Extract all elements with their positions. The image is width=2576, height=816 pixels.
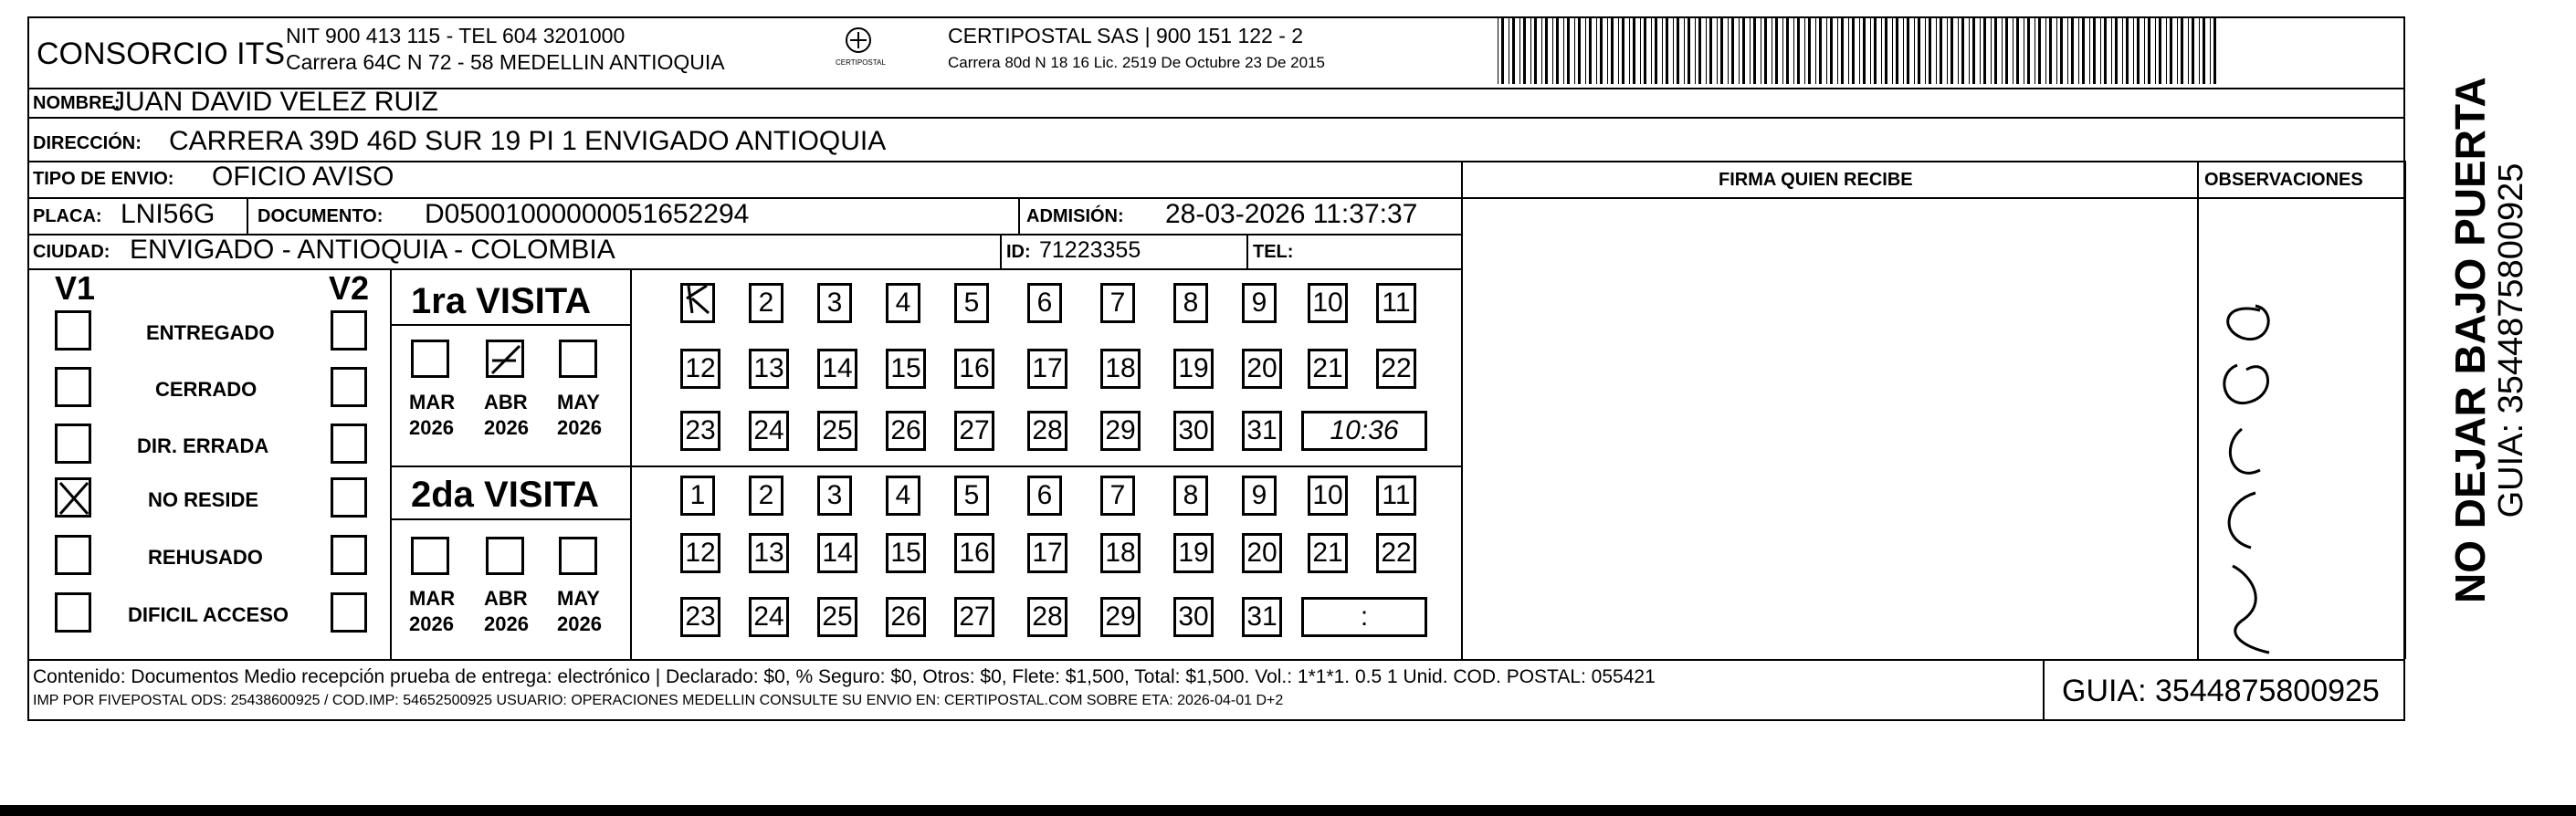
- certipostal-logo: [826, 20, 890, 75]
- obs-right-line: [2404, 161, 2406, 659]
- visit2-day-box[interactable]: [749, 476, 783, 516]
- visit2-month-label-2: ABR: [484, 587, 528, 610]
- firma-left-line: [1461, 161, 1463, 659]
- visit1-day-box[interactable]: [954, 283, 989, 323]
- visit2-day-label: 2: [758, 480, 774, 510]
- bottom-bar: [0, 805, 2576, 816]
- visit1-day-box[interactable]: [680, 283, 715, 323]
- col-line: [1246, 234, 1248, 268]
- footer-line2: IMP POR FIVEPOSTAL ODS: 25438600925 / COD.IMP: 54652500925 USUARIO: OPERACIONES MEDELLIN CONSULTE SU ENVIO EN: CERTIPOSTAL.COM SOBRE ETA: 2026-04-01 D+2: [33, 693, 1284, 708]
- visit2-day-label: 28: [1032, 602, 1063, 632]
- v1-checkbox-1[interactable]: [55, 310, 91, 350]
- visit1-day-mark-icon: [683, 282, 712, 324]
- visit1-month-checkbox-3[interactable]: [559, 340, 597, 378]
- visit2-month-checkbox-1[interactable]: [411, 537, 449, 575]
- row-line: [27, 117, 2405, 119]
- visit2-day-box[interactable]: [1027, 476, 1062, 516]
- ciudad-value: ENVIGADO - ANTIOQUIA - COLOMBIA: [130, 235, 615, 265]
- visit1-day-box[interactable]: [1173, 283, 1208, 323]
- visit2-day-box[interactable]: [1173, 533, 1214, 573]
- visit1-month-label-2: ABR: [484, 391, 528, 413]
- visit2-day-box[interactable]: [1100, 533, 1141, 573]
- visit2-day-label: 5: [963, 480, 980, 510]
- visit2-day-box[interactable]: [1100, 476, 1135, 516]
- visit2-day-label: 10: [1312, 480, 1343, 510]
- visit2-day-label: 12: [685, 538, 716, 568]
- visit1-month-checkbox-1[interactable]: [411, 340, 449, 378]
- v2-checkbox-4[interactable]: [331, 477, 367, 518]
- visit1-day-box[interactable]: [1173, 411, 1214, 451]
- visit1-day-label: 6: [1036, 288, 1053, 318]
- col-line: [1018, 197, 1020, 234]
- visit2-day-box[interactable]: [1242, 476, 1277, 516]
- visit2-title: 2da VISITA: [411, 475, 599, 515]
- visit1-day-label: 24: [753, 415, 784, 445]
- visit2-day-box[interactable]: [1376, 533, 1416, 573]
- observaciones-label: OBSERVACIONES: [2204, 170, 2363, 190]
- visit2-title-line: [390, 518, 630, 520]
- visit2-day-label: 3: [826, 480, 843, 510]
- admision-label: ADMISIÓN:: [1026, 206, 1124, 226]
- visit-split: [390, 466, 1462, 467]
- visit2-day-box[interactable]: [954, 476, 989, 516]
- tel-label: TEL:: [1253, 242, 1294, 262]
- visit2-time-value: :: [1360, 602, 1369, 632]
- visit2-day-label: 14: [822, 538, 853, 568]
- visit2-day-box[interactable]: [817, 597, 857, 637]
- v1-checkbox-6[interactable]: [55, 592, 91, 633]
- visit2-day-box[interactable]: [1100, 597, 1141, 637]
- form-frame: [27, 16, 2405, 721]
- visit1-day-box[interactable]: [817, 411, 857, 451]
- visit1-title: 1ra VISITA: [411, 281, 592, 321]
- visit2-month-checkbox-2[interactable]: [486, 537, 524, 575]
- visit2-day-box[interactable]: [680, 597, 720, 637]
- visit1-day-box[interactable]: [1027, 411, 1067, 451]
- visit1-day-label: 4: [895, 288, 911, 318]
- visit2-day-box[interactable]: [886, 597, 926, 637]
- visit2-day-box[interactable]: [680, 533, 720, 573]
- visit1-day-label: 17: [1032, 353, 1063, 383]
- visit2-day-label: 31: [1246, 602, 1277, 632]
- visit2-day-label: 20: [1246, 538, 1277, 568]
- firma-header-line: [1461, 197, 2405, 199]
- visit1-day-box[interactable]: [1027, 283, 1062, 323]
- visit1-day-label: 18: [1105, 353, 1136, 383]
- visit2-day-label: 8: [1183, 480, 1199, 510]
- visit1-day-box[interactable]: [817, 349, 857, 389]
- visit1-day-label: 28: [1032, 415, 1063, 445]
- visit2-day-label: 30: [1178, 602, 1209, 632]
- visit1-day-label: 22: [1381, 353, 1412, 383]
- visit1-month-year-1: 2026: [409, 416, 454, 439]
- ciudad-label: CIUDAD:: [33, 242, 110, 262]
- visit1-day-label: 7: [1109, 288, 1126, 318]
- visit2-day-box[interactable]: [1242, 533, 1282, 573]
- visit1-day-box[interactable]: [680, 411, 720, 451]
- visit2-day-label: 19: [1178, 538, 1209, 568]
- visit2-day-label: 27: [959, 602, 990, 632]
- visit1-day-box[interactable]: [1100, 283, 1135, 323]
- visit2-day-box[interactable]: [749, 533, 789, 573]
- visit2-day-box[interactable]: [1027, 597, 1067, 637]
- side-warning-box: [2411, 16, 2557, 721]
- visit2-day-box[interactable]: [886, 533, 926, 573]
- side-warning: NO DEJAR BAJO PUERTA: [2446, 77, 2494, 603]
- visit1-day-box[interactable]: [1100, 349, 1141, 389]
- visit1-day-box[interactable]: [1027, 349, 1067, 389]
- visit-months-line: [630, 268, 632, 659]
- status-label-4: NO RESIDE: [148, 488, 259, 511]
- visit1-day-label: 11: [1382, 288, 1411, 318]
- visit2-day-box[interactable]: [749, 597, 789, 637]
- obs-left-line: [2197, 161, 2199, 659]
- visit2-day-label: 18: [1105, 538, 1136, 568]
- visit1-day-label: 5: [963, 288, 980, 318]
- visit1-day-box[interactable]: [1308, 349, 1348, 389]
- col-line: [247, 197, 248, 234]
- placa-value: LNI56G: [121, 199, 216, 229]
- direccion-value: CARRERA 39D 46D SUR 19 PI 1 ENVIGADO ANTIOQUIA: [169, 126, 887, 156]
- visit2-day-box[interactable]: [1173, 597, 1214, 637]
- visit1-month-year-3: 2026: [557, 416, 602, 439]
- v2-checkbox-1[interactable]: [331, 310, 367, 350]
- tipo-envio-label: TIPO DE ENVIO:: [33, 169, 174, 189]
- visit2-day-label: 13: [753, 538, 784, 568]
- placa-label: PLACA:: [33, 206, 102, 226]
- signature: [2205, 274, 2306, 657]
- footer-line: [27, 659, 2405, 661]
- visit2-day-box[interactable]: [817, 533, 857, 573]
- v1-header: V1: [55, 269, 96, 307]
- visit2-day-box[interactable]: [1027, 533, 1067, 573]
- visit1-month-label-1: MAR: [409, 391, 456, 413]
- visit1-time-box[interactable]: [1301, 411, 1427, 451]
- visit1-day-box[interactable]: [680, 349, 720, 389]
- visit1-month-year-2: 2026: [484, 416, 529, 439]
- visit2-day-box[interactable]: [817, 476, 852, 516]
- visit2-month-year-2: 2026: [484, 612, 529, 635]
- visit2-day-box[interactable]: [954, 597, 994, 637]
- visit2-day-box[interactable]: [1173, 476, 1208, 516]
- visit2-day-box[interactable]: [1242, 597, 1282, 637]
- visit1-day-label: 9: [1251, 288, 1267, 318]
- id-label: ID:: [1006, 242, 1031, 262]
- certipostal-line1: CERTIPOSTAL SAS | 900 151 122 - 2: [948, 24, 1304, 47]
- visit1-day-label: 21: [1312, 353, 1343, 383]
- visit2-day-label: 22: [1381, 538, 1412, 568]
- v1-checkbox-4[interactable]: [55, 477, 91, 518]
- visit2-day-label: 4: [895, 480, 911, 510]
- visit1-day-label: 25: [822, 415, 853, 445]
- visit1-day-box[interactable]: [1100, 411, 1141, 451]
- visit1-month-checkbox-2[interactable]: [486, 340, 524, 378]
- nit-line: NIT 900 413 115 - TEL 604 3201000: [286, 24, 626, 47]
- visit2-day-label: 23: [685, 602, 716, 632]
- visit1-month-label-3: MAY: [557, 391, 600, 413]
- nombre-value: JUAN DAVID VELEZ RUIZ: [111, 87, 438, 117]
- v1-checkbox-2[interactable]: [55, 367, 91, 407]
- v1-checkbox-3[interactable]: [55, 424, 91, 464]
- visit2-month-label-1: MAR: [409, 587, 456, 610]
- visit2-day-label: 1: [689, 480, 706, 510]
- logo-text: CERTIPOSTAL: [836, 58, 886, 67]
- side-guia: GUIA: 3544875800925: [2492, 162, 2530, 518]
- row-line: [27, 268, 1461, 270]
- visit2-day-box[interactable]: [1308, 533, 1348, 573]
- visit2-month-label-3: MAY: [557, 587, 600, 610]
- visit2-day-label: 9: [1251, 480, 1267, 510]
- firma-label: FIRMA QUIEN RECIBE: [1719, 170, 1913, 190]
- company-address: Carrera 64C N 72 - 58 MEDELLIN ANTIOQUIA: [286, 50, 725, 74]
- visit2-day-label: 7: [1109, 480, 1126, 510]
- visit1-day-box[interactable]: [1376, 349, 1416, 389]
- v2-checkbox-6[interactable]: [331, 592, 367, 633]
- footer-guia: GUIA: 3544875800925: [2062, 674, 2380, 708]
- visit1-day-label: 29: [1105, 415, 1136, 445]
- visit2-day-box[interactable]: [1376, 476, 1416, 516]
- visit2-day-label: 29: [1105, 602, 1136, 632]
- visit1-day-label: 31: [1246, 415, 1277, 445]
- visit1-day-box[interactable]: [749, 349, 789, 389]
- visit1-day-label: 3: [826, 288, 843, 318]
- documento-label: DOCUMENTO:: [258, 206, 384, 226]
- visit1-day-box[interactable]: [1242, 283, 1277, 323]
- status-label-2: CERRADO: [155, 378, 258, 401]
- v1-checkbox-5[interactable]: [55, 535, 91, 575]
- visit1-day-box[interactable]: [1376, 283, 1416, 323]
- visit1-day-box[interactable]: [749, 411, 789, 451]
- visit2-day-label: 24: [753, 602, 784, 632]
- visit2-day-label: 16: [959, 538, 990, 568]
- visit1-day-label: 8: [1183, 288, 1199, 318]
- v2-checkbox-3[interactable]: [331, 424, 367, 464]
- visit2-day-label: 21: [1312, 538, 1343, 568]
- visit1-day-label: 26: [890, 415, 921, 445]
- visit2-day-label: 17: [1032, 538, 1063, 568]
- visit1-day-box[interactable]: [1308, 283, 1348, 323]
- visit1-day-box[interactable]: [1242, 349, 1282, 389]
- visit2-time-box[interactable]: [1301, 597, 1427, 637]
- v2-checkbox-5[interactable]: [331, 535, 367, 575]
- visit1-time-value: 10:36: [1330, 415, 1399, 445]
- visit2-day-label: 25: [822, 602, 853, 632]
- visit1-day-box[interactable]: [954, 411, 994, 451]
- documento-value: D05001000000051652294: [425, 199, 750, 229]
- status-right-line: [390, 268, 392, 659]
- company-name: CONSORCIO ITS: [37, 37, 286, 71]
- direccion-label: DIRECCIÓN:: [33, 133, 142, 153]
- visit1-day-label: 27: [959, 415, 990, 445]
- visit1-day-box[interactable]: [886, 411, 926, 451]
- admision-value: 28-03-2026 11:37:37: [1165, 199, 1418, 229]
- nombre-label: NOMBRE:: [33, 93, 121, 113]
- visit2-day-box[interactable]: [954, 533, 994, 573]
- status-label-3: DIR. ERRADA: [137, 434, 269, 457]
- status-label-5: REHUSADO: [148, 546, 263, 569]
- v2-header: V2: [329, 269, 370, 307]
- visit2-day-label: 11: [1382, 480, 1411, 510]
- visit1-day-box[interactable]: [886, 349, 926, 389]
- visit2-day-box[interactable]: [1308, 476, 1348, 516]
- visit1-title-line: [390, 324, 630, 326]
- visit1-day-label: 30: [1178, 415, 1209, 445]
- visit2-month-year-1: 2026: [409, 612, 454, 635]
- visit1-day-box[interactable]: [886, 283, 920, 323]
- barcode: [1498, 16, 2219, 84]
- status-label-6: DIFICIL ACCESO: [128, 603, 289, 626]
- footer-line1: Contenido: Documentos Medio recepción prueba de entrega: electrónico | Declarado: $0, % Seguro: $0, Otros: $0, Flete: $1,500, Total: $1,500. Vol.: 1*1*1. 0.5 1 Unid. COD. POSTAL: 055421: [33, 666, 1656, 687]
- visit2-day-label: 15: [890, 538, 921, 568]
- visit1-day-label: 23: [685, 415, 716, 445]
- certipostal-line2: Carrera 80d N 18 16 Lic. 2519 De Octubre 23 De 2015: [948, 54, 1325, 71]
- visit2-month-year-3: 2026: [557, 612, 602, 635]
- visit1-day-label: 20: [1246, 353, 1277, 383]
- visit1-day-label: 14: [822, 353, 853, 383]
- visit1-day-label: 13: [753, 353, 784, 383]
- visit1-day-label: 16: [959, 353, 990, 383]
- visit2-month-checkbox-3[interactable]: [559, 537, 597, 575]
- visit1-day-label: 2: [758, 288, 774, 318]
- v2-checkbox-2[interactable]: [331, 367, 367, 407]
- visit1-day-box[interactable]: [1173, 349, 1214, 389]
- visit1-day-label: 12: [685, 353, 716, 383]
- id-value: 71223355: [1039, 237, 1141, 263]
- visit1-day-label: 15: [890, 353, 921, 383]
- visit2-day-box[interactable]: [680, 476, 715, 516]
- visit1-day-label: 10: [1312, 288, 1343, 318]
- visit1-day-label: 19: [1178, 353, 1209, 383]
- tipo-envio-value: OFICIO AVISO: [212, 162, 394, 192]
- visit1-day-box[interactable]: [954, 349, 994, 389]
- visit1-day-box[interactable]: [749, 283, 783, 323]
- visit2-day-label: 6: [1036, 480, 1053, 510]
- visit2-day-label: 26: [890, 602, 921, 632]
- col-line: [1000, 234, 1002, 268]
- visit1-day-box[interactable]: [1242, 411, 1282, 451]
- visit1-day-box[interactable]: [817, 283, 852, 323]
- visit2-day-box[interactable]: [886, 476, 920, 516]
- status-label-1: ENTREGADO: [146, 321, 275, 344]
- footer-guia-line: [2043, 659, 2045, 721]
